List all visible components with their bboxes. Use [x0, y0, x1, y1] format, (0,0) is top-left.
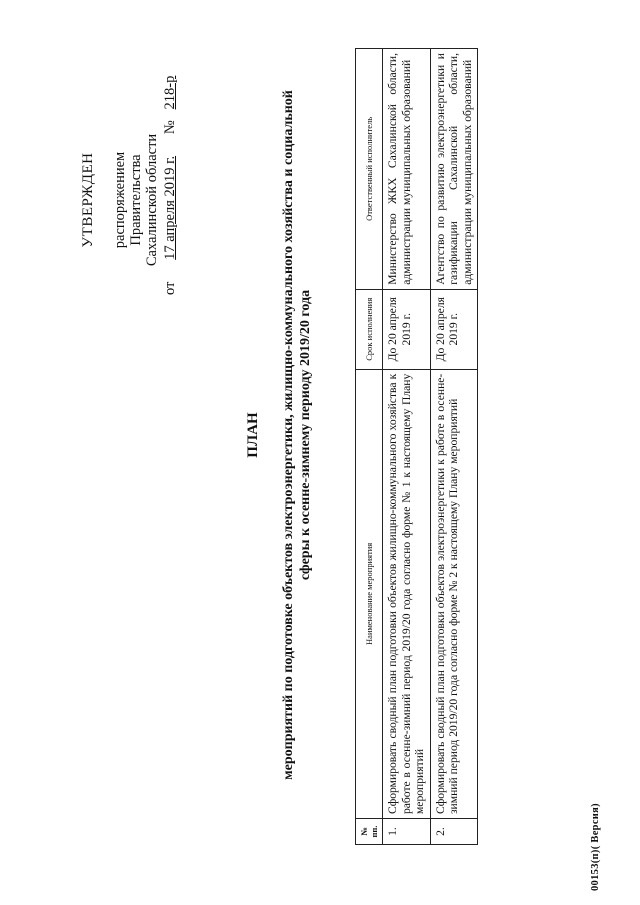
header-num: № пп. — [356, 819, 383, 845]
subtitle-line-1: мероприятий по подготовке объектов электроэнергетики, жилищно-коммунального хозяйства и социальной — [281, 90, 296, 780]
row-deadline: До 20 апреля 2019 г. — [383, 289, 431, 369]
header-deadline: Срок исполнения — [356, 289, 383, 369]
approval-heading: УТВЕРЖДЕН — [80, 152, 96, 248]
plan-heading: ПЛАН — [245, 412, 261, 458]
row-num: 1. — [383, 819, 431, 845]
row-num: 2. — [430, 819, 478, 845]
table-row — [430, 49, 478, 845]
number-value: 218-р — [162, 75, 178, 110]
row-executor: Агентство по развитию электроэнергетики и газификации Сахалинской области, администрации муниципальных образований — [430, 49, 478, 290]
approval-block — [80, 75, 178, 295]
table-row — [383, 49, 431, 845]
row-deadline: До 20 апреля 2019 г. — [430, 289, 478, 369]
header-name: Наименование мероприятия — [356, 369, 383, 818]
approval-line-1: распоряжением Правительства — [112, 151, 144, 249]
number-prefix: № — [162, 120, 178, 135]
document-code: 00153(п)( Версия) — [590, 803, 601, 891]
row-executor: Министерство ЖКХ Сахалинской области, администрации муниципальных образований — [383, 49, 431, 290]
row-name: Сформировать сводный план подготовки объектов электроэнергетики к работе в осенне-зимний период 2019/20 года согласно форме № 2 к настоящему Плану мероприятий — [430, 369, 478, 818]
date-prefix: от — [162, 281, 178, 295]
approval-line-2: Сахалинской области — [144, 133, 160, 267]
measures-table — [355, 48, 478, 845]
table-header-row — [356, 49, 383, 845]
approval-date-line — [162, 75, 178, 295]
date-value: 17 апреля 2019 г. — [162, 155, 178, 260]
document-title — [245, 25, 314, 845]
header-executor: Ответственный исполнитель — [356, 49, 383, 290]
subtitle-line-2: сферы к осенне-зимнему периоду 2019/20 года — [298, 289, 313, 581]
row-name: Сформировать сводный план подготовки объектов жилищно-коммунального хозяйства к работе в осенне-зимний период 2019/20 года согласно форме № 1 к настоящему Плану мероприятий — [383, 369, 431, 818]
